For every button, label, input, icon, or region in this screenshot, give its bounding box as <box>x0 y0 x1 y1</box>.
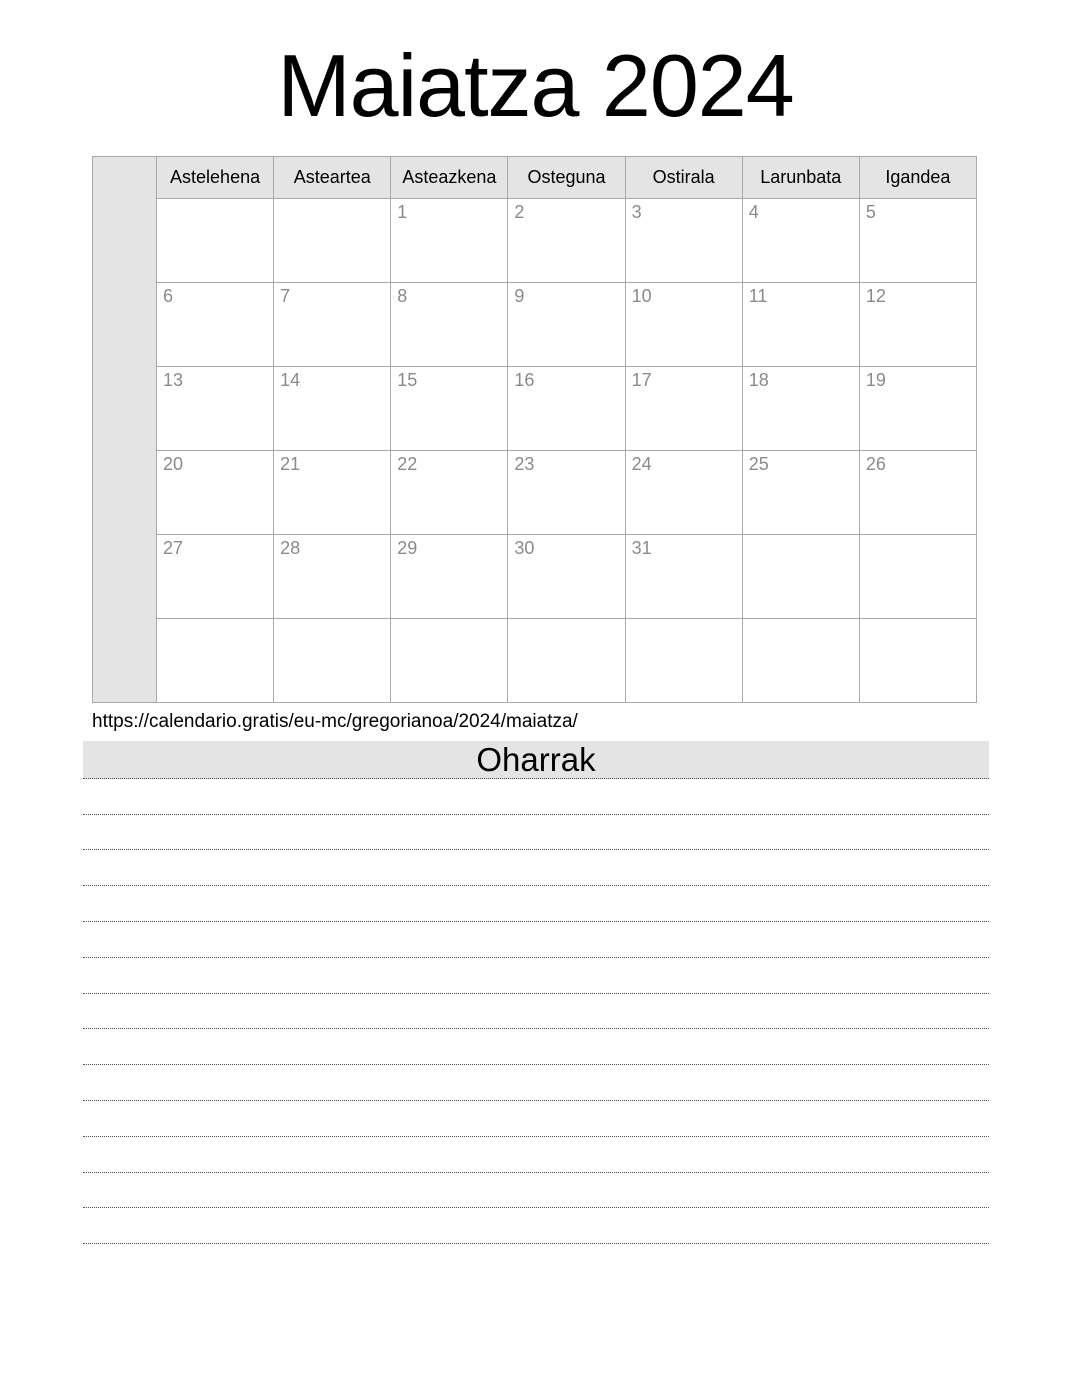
weekday-header-thursday: Osteguna <box>508 156 625 198</box>
day-cell: 21 <box>274 450 391 534</box>
note-line <box>83 886 989 922</box>
note-line <box>83 1208 989 1244</box>
note-line <box>83 1065 989 1101</box>
day-cell: 1 <box>391 198 508 282</box>
day-cell <box>508 618 625 702</box>
note-lines <box>83 779 989 1244</box>
day-cell: 6 <box>157 282 274 366</box>
day-cell: 2 <box>508 198 625 282</box>
day-cell: 24 <box>625 450 742 534</box>
week-row <box>93 282 977 366</box>
day-cell: 16 <box>508 366 625 450</box>
day-cell: 25 <box>742 450 859 534</box>
note-line <box>83 1173 989 1209</box>
notes-section <box>83 741 989 1244</box>
weekday-header-tuesday: Asteartea <box>274 156 391 198</box>
day-cell: 18 <box>742 366 859 450</box>
day-cell <box>157 198 274 282</box>
day-cell <box>391 618 508 702</box>
weekday-header-saturday: Larunbata <box>742 156 859 198</box>
day-cell: 8 <box>391 282 508 366</box>
weekday-header-monday: Astelehena <box>157 156 274 198</box>
day-cell: 19 <box>859 366 976 450</box>
note-line <box>83 1029 989 1065</box>
note-line <box>83 994 989 1030</box>
day-cell: 28 <box>274 534 391 618</box>
note-line <box>83 815 989 851</box>
note-line <box>83 1137 989 1173</box>
day-cell: 31 <box>625 534 742 618</box>
day-cell <box>274 198 391 282</box>
day-cell: 11 <box>742 282 859 366</box>
week-row <box>93 198 977 282</box>
day-cell: 14 <box>274 366 391 450</box>
week-row <box>93 450 977 534</box>
weekday-header-row <box>93 156 977 198</box>
day-cell: 20 <box>157 450 274 534</box>
day-cell: 22 <box>391 450 508 534</box>
calendar-table <box>92 156 977 703</box>
day-cell: 23 <box>508 450 625 534</box>
page-title: Maiatza 2024 <box>277 36 794 135</box>
day-cell: 26 <box>859 450 976 534</box>
note-line <box>83 922 989 958</box>
day-cell: 17 <box>625 366 742 450</box>
day-cell <box>625 618 742 702</box>
week-row <box>93 534 977 618</box>
day-cell <box>742 618 859 702</box>
day-cell: 15 <box>391 366 508 450</box>
note-line <box>83 1101 989 1137</box>
day-cell: 13 <box>157 366 274 450</box>
day-cell: 3 <box>625 198 742 282</box>
day-cell: 29 <box>391 534 508 618</box>
week-row <box>93 618 977 702</box>
day-cell: 9 <box>508 282 625 366</box>
day-cell: 10 <box>625 282 742 366</box>
weekday-header-friday: Ostirala <box>625 156 742 198</box>
note-line <box>83 958 989 994</box>
day-cell <box>274 618 391 702</box>
weekday-header-sunday: Igandea <box>859 156 976 198</box>
notes-heading: Oharrak <box>83 741 989 779</box>
day-cell: 27 <box>157 534 274 618</box>
day-cell <box>859 534 976 618</box>
day-cell <box>157 618 274 702</box>
day-cell: 30 <box>508 534 625 618</box>
day-cell: 7 <box>274 282 391 366</box>
source-url: https://calendario.gratis/eu-mc/gregorianoa/2024/maiatza/ <box>92 710 578 732</box>
gutter-column <box>93 156 157 702</box>
day-cell: 4 <box>742 198 859 282</box>
note-line <box>83 779 989 815</box>
note-line <box>83 850 989 886</box>
day-cell: 5 <box>859 198 976 282</box>
day-cell <box>859 618 976 702</box>
day-cell: 12 <box>859 282 976 366</box>
week-row <box>93 366 977 450</box>
day-cell <box>742 534 859 618</box>
weekday-header-wednesday: Asteazkena <box>391 156 508 198</box>
